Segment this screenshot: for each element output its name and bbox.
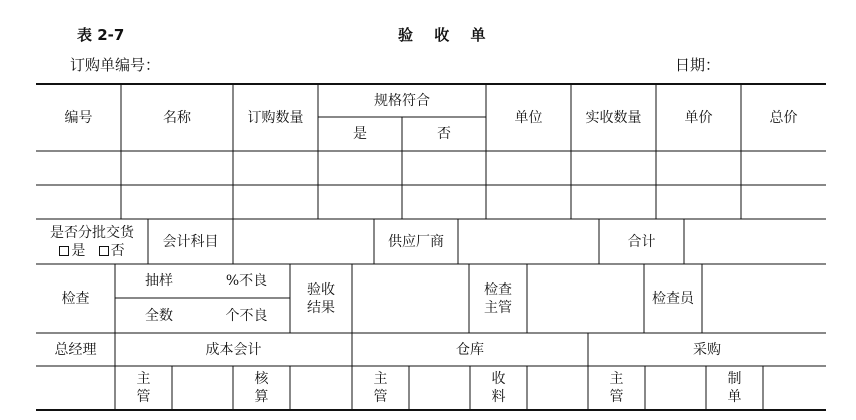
purchasing-label: 采购 [693,341,721,358]
purchasing-supervisor-char1: 主 [609,371,624,387]
purchasing-prepare-label [706,366,763,410]
purchasing-prepare-char1: 制 [727,371,742,387]
purchasing-supervisor-char2: 管 [609,389,624,405]
batch-delivery-label: 是否分批交货 [50,224,134,241]
cost-supervisor-label [115,366,172,410]
warehouse-supervisor-char2: 管 [373,389,388,405]
col-header-spec-no: 否 [437,126,451,142]
percent-defect-label: %不良 [225,273,268,289]
inspection-label: 检查 [61,290,90,307]
col-header-received-qty: 实收数量 [585,109,642,126]
purchasing-prepare-char2: 单 [727,389,742,405]
batch-yes-label: 是 [71,242,86,259]
purchasing-supervisor-label [588,366,645,410]
inspection-supervisor-label [469,264,527,333]
warehouse-receive-char2: 料 [491,389,506,405]
full-count-label: 全数 [145,307,173,324]
col-header-name: 名称 [163,109,191,126]
cost-review-char1: 核 [254,371,269,387]
inspector-label: 检查员 [652,290,694,307]
col-header-spec-match: 规格符合 [374,92,430,109]
warehouse-supervisor-char1: 主 [373,371,388,387]
warehouse-receive-char1: 收 [491,371,506,387]
col-header-serial: 编号 [64,109,93,126]
checkbox-no[interactable] [99,246,109,256]
col-header-unit-price: 单价 [684,109,713,126]
warehouse-receive-label [470,366,527,410]
cost-review-label [233,366,290,410]
batch-delivery-options [59,242,124,260]
col-header-order-qty: 订购数量 [247,109,304,126]
count-defect-label: 个不良 [225,307,268,324]
warehouse-label: 仓库 [456,341,484,358]
inspection-supervisor-line1: 检查 [484,281,512,298]
sampling-label: 抽样 [145,273,173,289]
date-label: 日期： [675,56,721,74]
inspection-supervisor-line2: 主管 [484,299,512,316]
cost-supervisor-char2: 管 [136,389,151,405]
acceptance-result-line1: 验收 [307,281,335,298]
table-label: 表 2-7 [77,26,125,44]
cost-accounting-label: 成本会计 [205,341,262,358]
supplier-label: 供应厂商 [388,233,444,250]
general-manager-label: 总经理 [54,341,97,358]
acceptance-result-label [290,264,352,333]
checkbox-yes[interactable] [59,246,69,256]
acceptance-result-line2: 结果 [307,299,335,316]
col-header-unit: 单位 [514,109,543,126]
order-number-label: 订购单编号： [70,56,161,74]
col-header-total-price: 总价 [769,109,798,126]
account-subject-label: 会计科目 [162,233,219,250]
total-label: 合计 [627,233,656,250]
form-title: 验 收 单 [398,26,494,44]
cost-review-char2: 算 [254,389,269,405]
cost-supervisor-char1: 主 [136,371,151,387]
batch-delivery-cell [36,219,148,264]
warehouse-supervisor-label [352,366,409,410]
batch-no-label: 否 [110,242,125,259]
col-header-spec-yes: 是 [353,126,367,142]
